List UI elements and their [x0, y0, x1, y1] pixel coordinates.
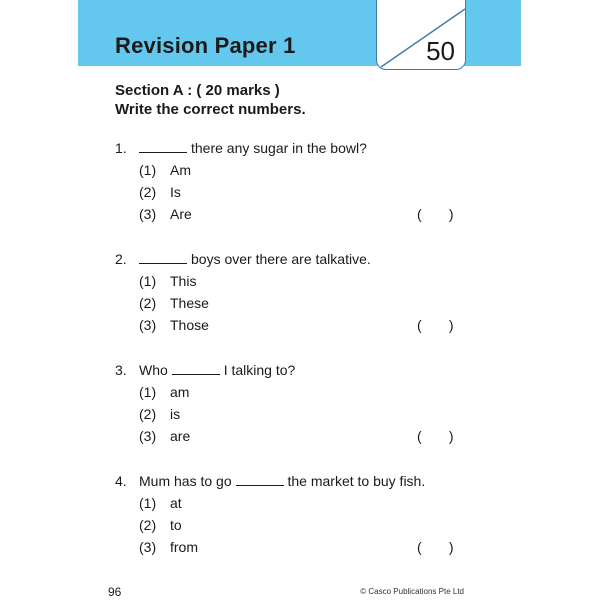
section-heading: Section A : ( 20 marks ) [115, 82, 280, 99]
answer-blank [139, 250, 187, 264]
option-number: (2) [139, 517, 157, 533]
option-number: (2) [139, 406, 157, 422]
question-text [139, 359, 295, 381]
question-stem [115, 359, 475, 381]
question-text-after: there any sugar in the bowl? [191, 140, 367, 156]
question-number: 4. [115, 473, 127, 489]
option-1 [115, 492, 475, 514]
question-number: 3. [115, 362, 127, 378]
question-text-before: Who [139, 362, 168, 378]
question-4 [115, 470, 475, 558]
answer-bracket[interactable]: ( ) [417, 317, 454, 333]
option-2 [115, 403, 475, 425]
option-number: (3) [139, 428, 157, 444]
option-text: Those [170, 317, 209, 333]
option-text: Am [170, 162, 191, 178]
option-text: at [170, 495, 182, 511]
option-2 [115, 181, 475, 203]
option-1 [115, 159, 475, 181]
question-text [139, 137, 367, 159]
question-stem [115, 470, 475, 492]
option-number: (3) [139, 539, 157, 555]
answer-bracket[interactable]: ( ) [417, 206, 454, 222]
instruction-text: Write the correct numbers. [115, 101, 306, 118]
option-number: (1) [139, 162, 157, 178]
option-number: (3) [139, 206, 157, 222]
answer-blank [139, 139, 187, 153]
question-2 [115, 248, 475, 336]
question-stem [115, 137, 475, 159]
answer-bracket[interactable]: ( ) [417, 428, 454, 444]
option-number: (2) [139, 184, 157, 200]
option-3 [115, 203, 475, 225]
question-stem [115, 248, 475, 270]
option-2 [115, 514, 475, 536]
option-text: is [170, 406, 181, 422]
option-text: These [170, 295, 209, 311]
option-3 [115, 314, 475, 336]
question-text [139, 248, 371, 270]
option-number: (1) [139, 495, 157, 511]
answer-bracket[interactable]: ( ) [417, 539, 454, 555]
option-number: (2) [139, 295, 157, 311]
answer-blank [236, 472, 284, 486]
question-text-before: Mum has to go [139, 473, 232, 489]
question-text [139, 470, 425, 492]
option-text: Are [170, 206, 192, 222]
copyright-notice: © Casco Publications Pte Ltd [360, 587, 464, 596]
score-total: 50 [426, 36, 455, 66]
option-2 [115, 292, 475, 314]
option-3 [115, 425, 475, 447]
question-text-after: I talking to? [223, 362, 296, 378]
page-number: 96 [108, 585, 122, 599]
option-text: to [170, 517, 182, 533]
option-number: (1) [139, 273, 157, 289]
question-text-after: the market to buy fish. [287, 473, 426, 489]
option-1 [115, 270, 475, 292]
question-1 [115, 137, 475, 225]
question-3 [115, 359, 475, 447]
option-number: (1) [139, 384, 157, 400]
answer-blank [172, 361, 220, 375]
option-text: Is [170, 184, 181, 200]
option-text: from [170, 539, 198, 555]
score-box [376, 0, 466, 70]
question-number: 2. [115, 251, 127, 267]
option-text: am [170, 384, 190, 400]
page-title: Revision Paper 1 [115, 33, 296, 58]
option-text: are [170, 428, 191, 444]
option-text: This [170, 273, 197, 289]
question-text-after: boys over there are talkative. [191, 251, 371, 267]
option-number: (3) [139, 317, 157, 333]
option-3 [115, 536, 475, 558]
question-number: 1. [115, 140, 127, 156]
option-1 [115, 381, 475, 403]
